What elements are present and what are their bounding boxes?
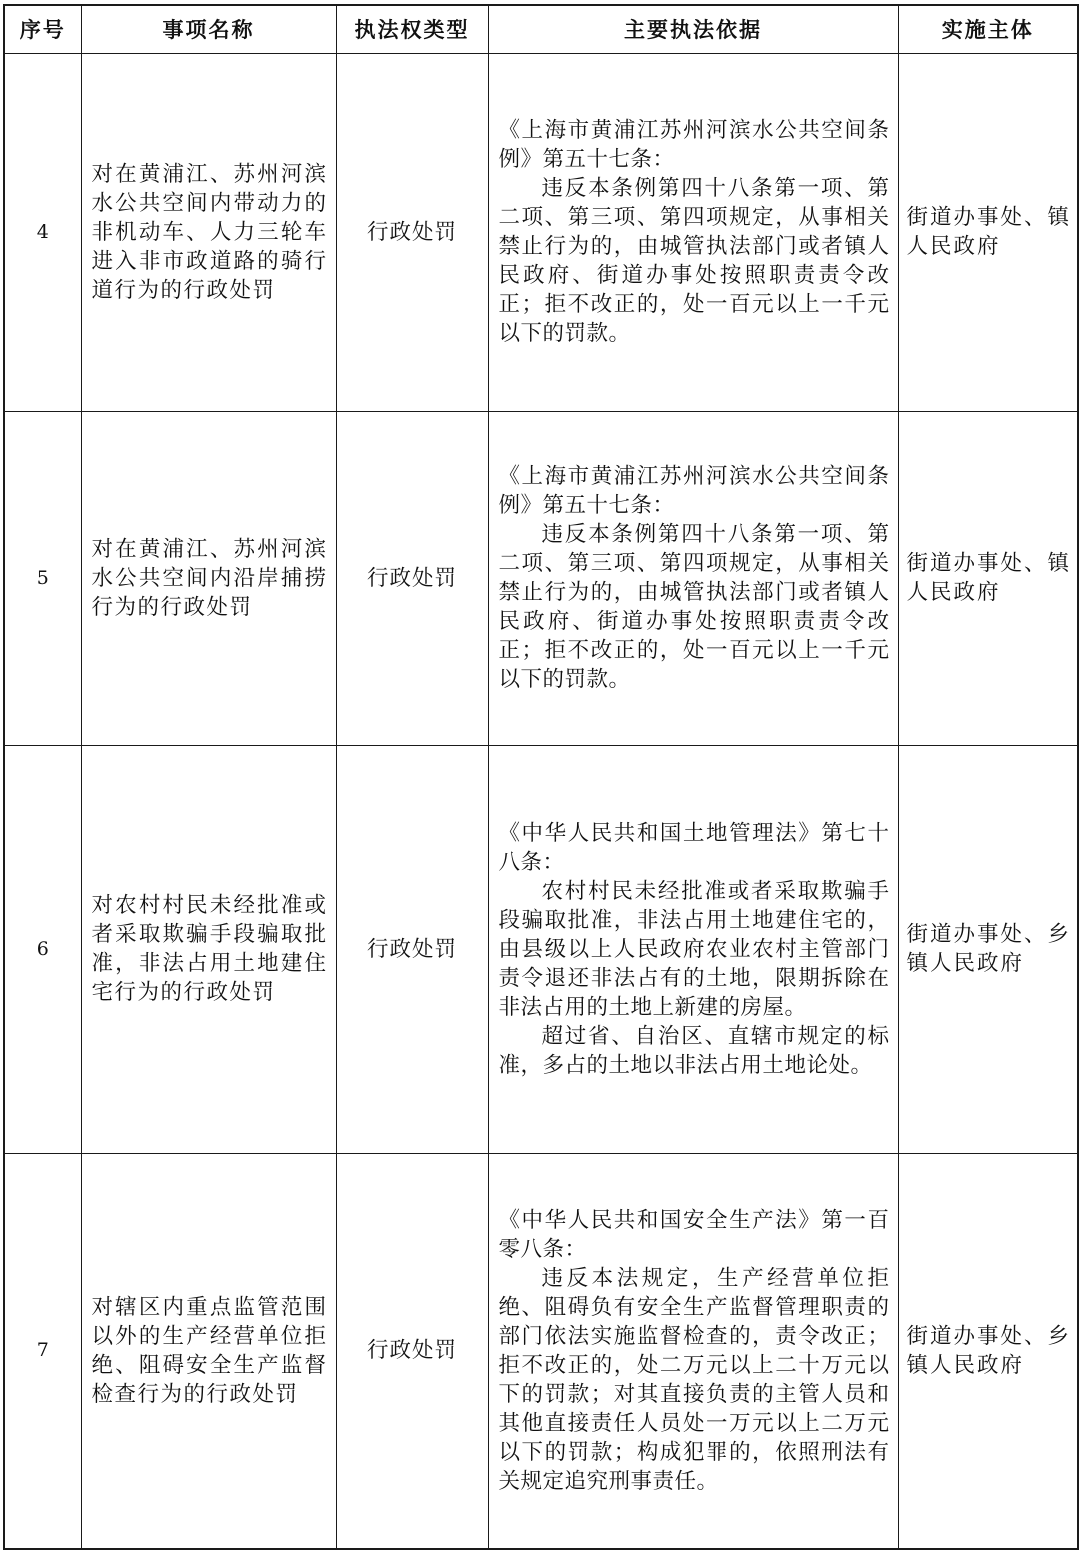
row-agency: 街道办事处、乡镇人民政府: [898, 1153, 1078, 1549]
row-agency: 街道办事处、镇人民政府: [898, 53, 1078, 411]
row-item-name: 对农村村民未经批准或者采取欺骗手段骗取批准，非法占用土地建住宅行为的行政处罚: [81, 745, 336, 1153]
header-legal-basis: 主要执法依据: [488, 5, 898, 53]
basis-paragraph: 违反本法规定，生产经营单位拒绝、阻碍负有安全生产监督管理职责的部门依法实施监督检查的，责令改正；拒不改正的，处二万元以上二十万元以下的罚款；对其直接负责的主管人员和其他直接责任人员处一万元以上二万元以下的罚款；构成犯罪的，依照刑法有关规定追究刑事责任。: [498, 1265, 890, 1494]
row-power-type: 行政处罚: [336, 53, 488, 411]
row-seq: 6: [4, 745, 81, 1153]
table-row: [4, 745, 1078, 1153]
enforcement-items-table: [3, 4, 1079, 1550]
basis-paragraph: 违反本条例第四十八条第一项、第二项、第三项、第四项规定，从事相关禁止行为的，由城管执法部门或者镇人民政府、街道办事处按照职责责令改正；拒不改正的，处一百元以上一千元以下的罚款。: [498, 176, 890, 346]
row-item-name: 对在黄浦江、苏州河滨水公共空间内带动力的非机动车、人力三轮车进入非市政道路的骑行道行为的行政处罚: [81, 53, 336, 411]
header-agency: 实施主体: [898, 5, 1078, 53]
basis-paragraph: 违反本条例第四十八条第一项、第二项、第三项、第四项规定，从事相关禁止行为的，由城管执法部门或者镇人民政府、街道办事处按照职责责令改正；拒不改正的，处一百元以上一千元以下的罚款。: [498, 522, 890, 692]
row-legal-basis: [488, 1153, 898, 1549]
row-power-type: 行政处罚: [336, 411, 488, 745]
table-header-row: [4, 5, 1078, 53]
row-legal-basis: [488, 745, 898, 1153]
row-legal-basis: [488, 411, 898, 745]
header-seq: 序号: [4, 5, 81, 53]
table-row: [4, 411, 1078, 745]
row-seq: 5: [4, 411, 81, 745]
basis-source: 《上海市黄浦江苏州河滨水公共空间条例》第五十七条：: [498, 464, 890, 518]
row-item-name: 对辖区内重点监管范围以外的生产经营单位拒绝、阻碍安全生产监督检查行为的行政处罚: [81, 1153, 336, 1549]
table-row: [4, 53, 1078, 411]
header-power-type: 执法权类型: [336, 5, 488, 53]
row-legal-basis: [488, 53, 898, 411]
row-power-type: 行政处罚: [336, 745, 488, 1153]
row-seq: 7: [4, 1153, 81, 1549]
row-seq: 4: [4, 53, 81, 411]
row-item-name: 对在黄浦江、苏州河滨水公共空间内沿岸捕捞行为的行政处罚: [81, 411, 336, 745]
basis-paragraph: 超过省、自治区、直辖市规定的标准，多占的土地以非法占用土地论处。: [498, 1023, 890, 1078]
basis-paragraph: 农村村民未经批准或者采取欺骗手段骗取批准，非法占用土地建住宅的，由县级以上人民政府农业农村主管部门责令退还非法占有的土地，限期拆除在非法占用的土地上新建的房屋。: [498, 878, 890, 1020]
header-item-name: 事项名称: [81, 5, 336, 53]
row-power-type: 行政处罚: [336, 1153, 488, 1549]
basis-source: 《上海市黄浦江苏州河滨水公共空间条例》第五十七条：: [498, 118, 890, 172]
basis-source: 《中华人民共和国土地管理法》第七十八条：: [498, 820, 890, 875]
row-agency: 街道办事处、镇人民政府: [898, 411, 1078, 745]
table-row: [4, 1153, 1078, 1549]
basis-source: 《中华人民共和国安全生产法》第一百零八条：: [498, 1207, 890, 1262]
row-agency: 街道办事处、乡镇人民政府: [898, 745, 1078, 1153]
